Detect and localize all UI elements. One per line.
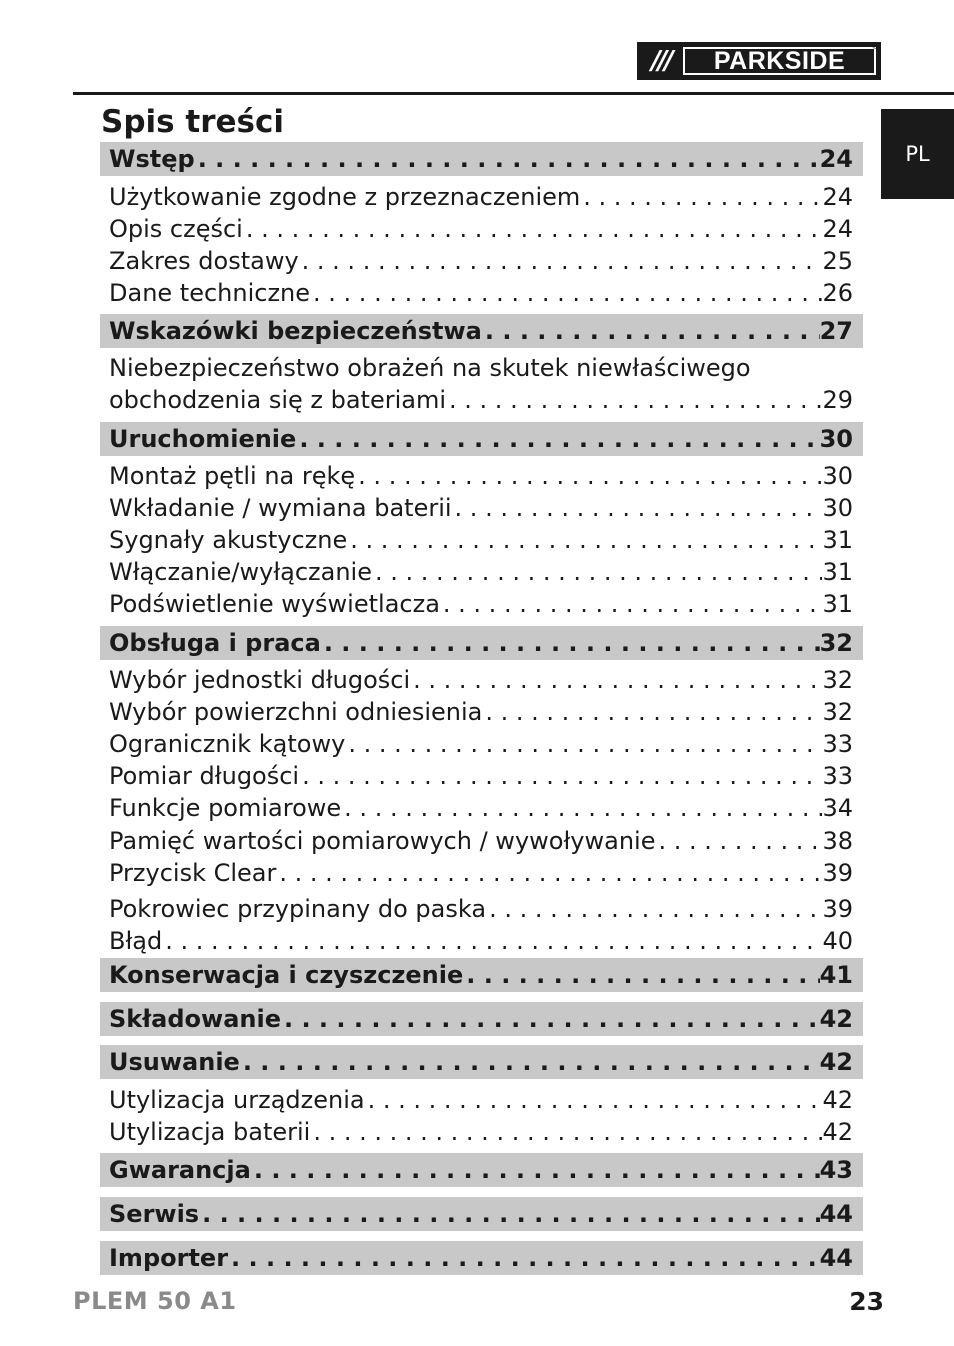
toc-page-number: 38 (822, 827, 853, 855)
toc-leader-dots (195, 145, 820, 173)
toc-page-number: 24 (822, 183, 853, 211)
toc-label: Przycisk Clear (109, 859, 277, 887)
toc-section-row[interactable] (100, 1002, 863, 1036)
page-title: Spis treści (101, 104, 284, 140)
toc-leader-dots (299, 762, 822, 790)
toc-section-row[interactable] (100, 1197, 863, 1231)
toc-entry-row[interactable] (100, 181, 863, 213)
toc-page-number: 26 (822, 279, 853, 307)
toc-leader-dots (440, 590, 823, 618)
toc-page-number: 25 (822, 247, 853, 275)
toc-entry-row[interactable] (100, 664, 863, 696)
footer-page-number: 23 (849, 1287, 884, 1316)
toc-leader-dots (243, 215, 823, 243)
toc-entry-row[interactable] (100, 696, 863, 728)
toc-entry-row[interactable] (100, 925, 863, 957)
toc-page-number: 33 (822, 762, 853, 790)
toc-label: Sygnały akustyczne (109, 526, 348, 554)
toc-label: Usuwanie (109, 1048, 240, 1076)
toc-leader-dots (655, 827, 822, 855)
toc-label: Importer (109, 1244, 229, 1272)
toc-leader-dots (446, 386, 822, 414)
toc-page-number: 44 (819, 1244, 853, 1272)
toc-page-number: 34 (822, 794, 853, 822)
toc-leader-dots (310, 279, 822, 307)
toc-leader-dots (199, 1200, 820, 1228)
toc-label: Dane techniczne (109, 279, 311, 307)
toc-section-row[interactable] (100, 314, 863, 348)
toc-entry-row[interactable] (100, 556, 863, 588)
toc-leader-dots (482, 317, 820, 345)
toc-section-row[interactable] (100, 1241, 863, 1275)
logo-text: PARKSIDE (683, 47, 876, 75)
toc-page-number: 30 (822, 462, 853, 490)
toc-label: Pamięć wartości pomiarowych / wywoływanie (109, 827, 656, 855)
toc-label: Pomiar długości (109, 762, 300, 790)
toc-page-number: 42 (819, 1005, 853, 1033)
toc-label: Wybór powierzchni odniesienia (109, 698, 483, 726)
toc-leader-dots (463, 961, 819, 989)
toc-leader-dots (580, 183, 822, 211)
toc-page-number: 31 (822, 558, 853, 586)
toc-label: Pokrowiec przypinany do paska (109, 895, 487, 923)
toc-page-number: 27 (819, 317, 853, 345)
toc-page-number: 39 (822, 859, 853, 887)
toc-entry-row[interactable] (100, 384, 863, 416)
toc-leader-dots (276, 859, 822, 887)
toc-page-number: 29 (822, 386, 853, 414)
toc-leader-dots (365, 1086, 823, 1114)
toc-label: Konserwacja i czyszczenie (109, 961, 464, 989)
toc-entry-row[interactable] (100, 245, 863, 277)
toc-leader-dots (228, 1244, 820, 1272)
toc-label: Ogranicznik kątowy (109, 730, 346, 758)
toc-leader-dots (321, 629, 820, 657)
toc-page-number: 42 (819, 1048, 853, 1076)
toc-label: Niebezpieczeństwo obrażeń na skutek niewłaściwego (109, 354, 751, 382)
toc-entry-row[interactable] (100, 352, 863, 384)
toc-page-number: 33 (822, 730, 853, 758)
toc-entry-row[interactable] (100, 524, 863, 556)
toc-leader-dots (482, 698, 822, 726)
toc-leader-dots (162, 927, 822, 955)
toc-label: Funkcje pomiarowe (109, 794, 342, 822)
toc-leader-dots (281, 1005, 820, 1033)
toc-entry-row[interactable] (100, 492, 863, 524)
toc-label: Włączanie/wyłączanie (109, 558, 372, 586)
toc-section-row[interactable] (100, 142, 863, 176)
toc-label: Utylizacja urządzenia (109, 1086, 365, 1114)
toc-entry-row[interactable] (100, 792, 863, 824)
toc-page-number: 31 (822, 526, 853, 554)
toc-label: Wskazówki bezpieczeństwa (109, 317, 482, 345)
toc-entry-row[interactable] (100, 213, 863, 245)
toc-label: Wstęp (109, 145, 195, 173)
logo-slashes: /// (651, 46, 671, 76)
toc-leader-dots (486, 895, 822, 923)
toc-section-row[interactable] (100, 422, 863, 456)
toc-label: Składowanie (109, 1005, 281, 1033)
toc-leader-dots (372, 558, 822, 586)
toc-page-number: 24 (822, 215, 853, 243)
toc-label: Podświetlenie wyświetlacza (109, 590, 440, 618)
toc-page-number: 41 (819, 961, 853, 989)
toc-leader-dots (299, 247, 823, 275)
toc-entry-row[interactable] (100, 760, 863, 792)
toc-entry-row[interactable] (100, 728, 863, 760)
toc-page-number: 40 (822, 927, 853, 955)
toc-label: Gwarancja (109, 1156, 251, 1184)
header-rule (73, 92, 954, 95)
toc-page-number: 42 (822, 1118, 853, 1146)
toc-label: Opis części (109, 215, 243, 243)
toc-leader-dots (452, 494, 823, 522)
toc-page-number: 43 (819, 1156, 853, 1184)
toc-page-number: 44 (819, 1200, 853, 1228)
toc-page-number: 39 (822, 895, 853, 923)
toc-page-number: 30 (819, 425, 853, 453)
toc-label: Zakres dostawy (109, 247, 299, 275)
toc-label: obchodzenia się z bateriami (109, 386, 447, 414)
toc-page-number: 32 (822, 698, 853, 726)
toc-label: Serwis (109, 1200, 200, 1228)
toc-label: Wybór jednostki długości (109, 666, 411, 694)
toc-page-number: 32 (819, 629, 853, 657)
toc-label: Montaż pętli na rękę (109, 462, 356, 490)
toc-leader-dots (410, 666, 822, 694)
logo-registered-mark: ® (871, 42, 880, 52)
toc-entry-row[interactable] (100, 893, 863, 925)
toc-entry-row[interactable] (100, 588, 863, 620)
language-tab: PL (881, 109, 954, 199)
toc-page-number: 42 (822, 1086, 853, 1114)
toc-page-number: 32 (822, 666, 853, 694)
toc-entry-row[interactable] (100, 1084, 863, 1116)
toc-entry-row[interactable] (100, 857, 863, 889)
toc-section-row[interactable] (100, 1153, 863, 1187)
toc-entry-row[interactable] (100, 277, 863, 309)
toc-entry-row[interactable] (100, 460, 863, 492)
toc-leader-dots (251, 1156, 820, 1184)
toc-label: Utylizacja baterii (109, 1118, 311, 1146)
toc-entry-row[interactable] (100, 1116, 863, 1148)
toc-section-row[interactable] (100, 1045, 863, 1079)
toc-page-number: 30 (822, 494, 853, 522)
toc-label: Obsługa i praca (109, 629, 321, 657)
toc-leader-dots (240, 1048, 820, 1076)
toc-leader-dots (341, 794, 822, 822)
toc-page-number: 31 (822, 590, 853, 618)
toc-page-number: 24 (819, 145, 853, 173)
parkside-logo (637, 42, 881, 80)
toc-leader-dots (310, 1118, 822, 1146)
toc-label: Uruchomienie (109, 425, 297, 453)
toc-label: Użytkowanie zgodne z przeznaczeniem (109, 183, 581, 211)
toc-entry-row[interactable] (100, 825, 863, 857)
toc-leader-dots (347, 526, 822, 554)
toc-leader-dots (345, 730, 822, 758)
toc-leader-dots (355, 462, 822, 490)
toc-label: Wkładanie / wymiana baterii (109, 494, 452, 522)
toc-leader-dots (296, 425, 819, 453)
toc-label: Błąd (109, 927, 163, 955)
footer-model: PLEM 50 A1 (73, 1287, 237, 1315)
toc-section-row[interactable] (100, 626, 863, 660)
toc-section-row[interactable] (100, 958, 863, 992)
